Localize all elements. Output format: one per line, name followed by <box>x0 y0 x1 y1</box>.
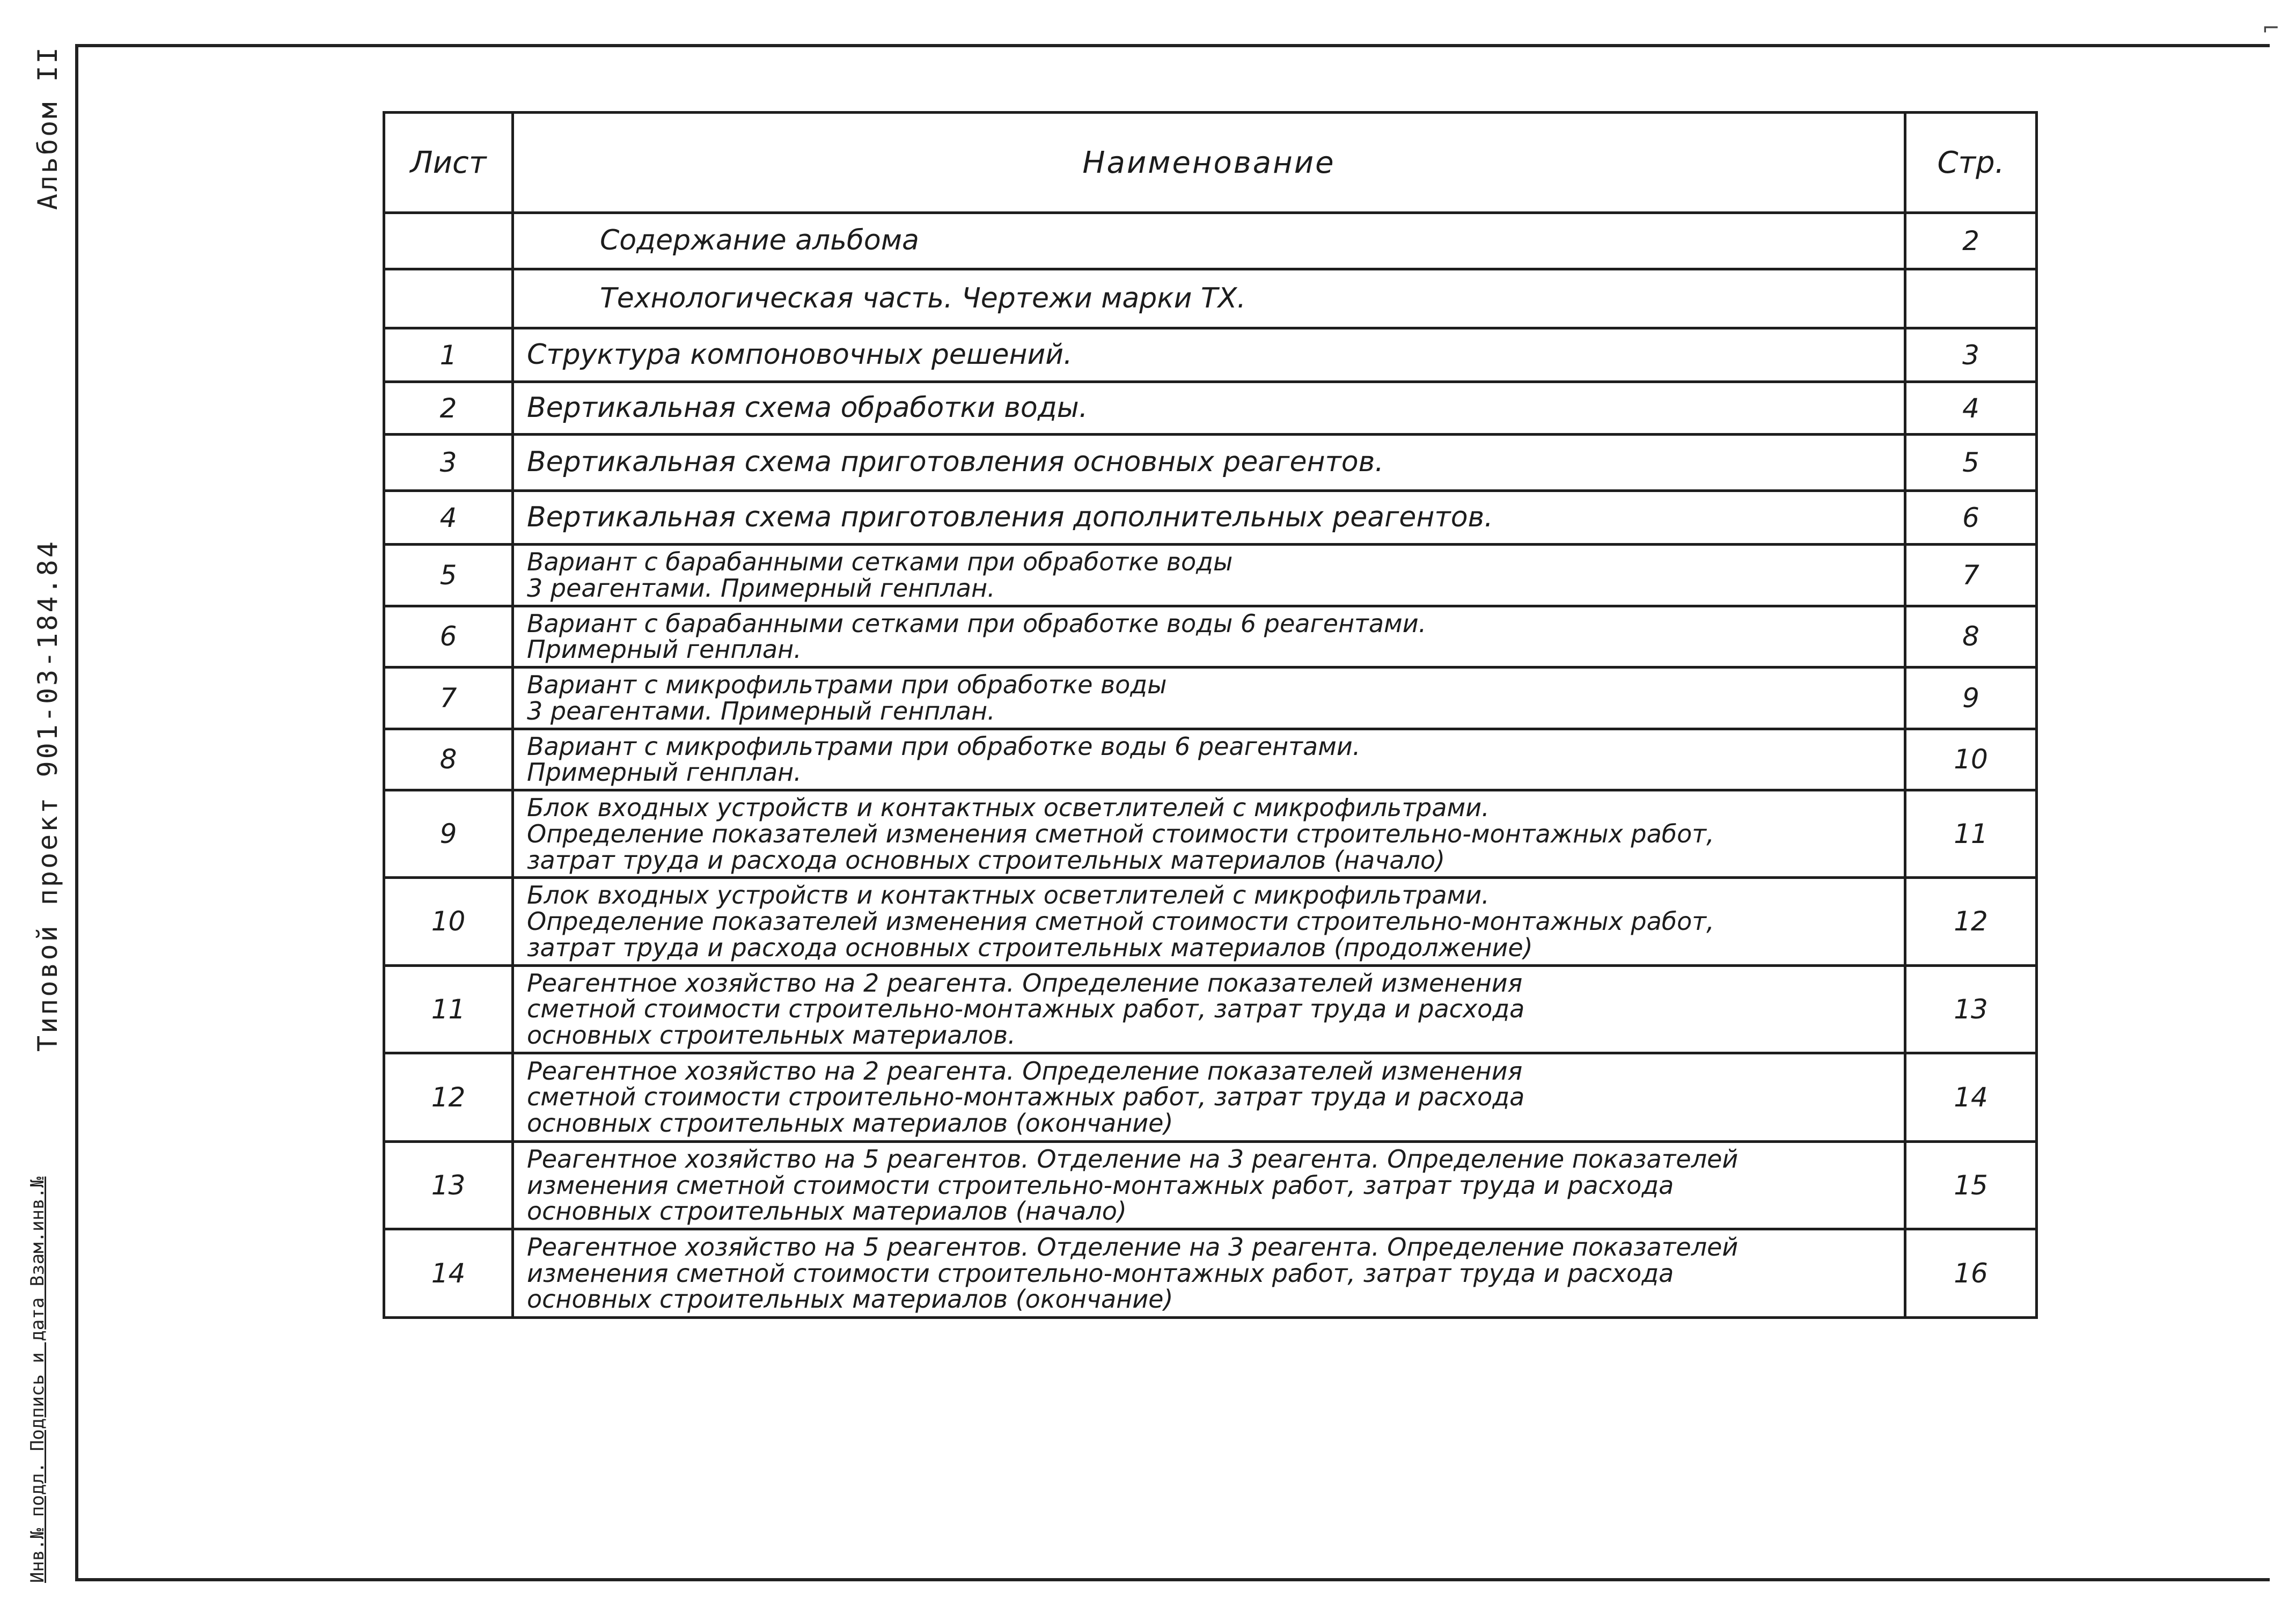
row-page-number: 5 <box>1905 435 2037 491</box>
corner-mark: ⌐ <box>2262 16 2280 41</box>
header-page: Стр. <box>1905 113 2037 213</box>
row-sheet-number: 6 <box>384 606 513 668</box>
row-page-number: 8 <box>1905 606 2037 668</box>
table-row <box>384 269 2037 328</box>
table-row <box>384 382 2037 435</box>
table-row <box>384 729 2037 790</box>
row-title-line: сметной стоимости строительно-монтажных работ, затрат труда и расхода <box>527 1082 1525 1112</box>
row-title <box>513 1141 1905 1229</box>
row-title-line: сметной стоимости строительно-монтажных работ, затрат труда и расхода <box>527 994 1525 1024</box>
row-title-line: Вариант с барабанными сетками при обработке воды <box>527 547 1233 576</box>
row-page-number: 3 <box>1905 328 2037 382</box>
table-row <box>384 668 2037 729</box>
table-row <box>384 213 2037 269</box>
row-title-line: Реагентное хозяйство на 5 реагентов. Отделение на 3 реагента. Определение показателей <box>527 1144 1738 1174</box>
row-sheet-number: 13 <box>384 1141 513 1229</box>
row-title-line: Блок входных устройств и контактных осветлителей с микрофильтрами. <box>527 881 1490 910</box>
row-page-number <box>1905 269 2037 328</box>
row-title-line: Вариант с микрофильтрами при обработке воды 6 реагентами. <box>527 731 1361 761</box>
row-title <box>513 382 1905 435</box>
row-title-line: Примерный генплан. <box>527 758 802 787</box>
row-sheet-number <box>384 213 513 269</box>
table-row <box>384 790 2037 878</box>
row-title-line: Примерный генплан. <box>527 635 802 664</box>
row-page-number: 14 <box>1905 1053 2037 1141</box>
table-row <box>384 328 2037 382</box>
row-title <box>513 878 1905 965</box>
row-title-line: затрат труда и расхода основных строительных материалов (продолжение) <box>527 933 1533 962</box>
header-name: Наименование <box>513 113 1905 213</box>
row-page-number: 7 <box>1905 545 2037 606</box>
row-sheet-number: 3 <box>384 435 513 491</box>
row-title-line: Структура компоновочных решений. <box>527 338 1073 371</box>
table-row <box>384 965 2037 1053</box>
row-title-line: основных строительных материалов (начало) <box>527 1197 1127 1226</box>
project-margin-label <box>32 45 63 1052</box>
row-title <box>513 729 1905 790</box>
row-title-line: Вертикальная схема приготовления дополнительных реагентов. <box>527 501 1493 533</box>
row-title <box>513 491 1905 545</box>
row-title-line: Вариант с микрофильтрами при обработке воды <box>527 670 1167 699</box>
row-sheet-number: 2 <box>384 382 513 435</box>
row-title-line: Реагентное хозяйство на 5 реагентов. Отделение на 3 реагента. Определение показателей <box>527 1232 1738 1262</box>
table-header-row <box>384 113 2037 213</box>
row-title <box>513 1229 1905 1318</box>
row-sheet-number: 1 <box>384 328 513 382</box>
row-title <box>513 606 1905 668</box>
approval-stamp-label: Инв.№ подл. Подпись и дата Взам.инв.№ <box>27 1176 48 1583</box>
row-sheet-number: 11 <box>384 965 513 1053</box>
row-title-line: Вертикальная схема приготовления основных реагентов. <box>527 446 1384 479</box>
row-sheet-number <box>384 269 513 328</box>
row-title-line: изменения сметной стоимости строительно-монтажных работ, затрат труда и расхода <box>527 1170 1674 1200</box>
table-row <box>384 545 2037 606</box>
row-page-number: 9 <box>1905 668 2037 729</box>
row-title-line: Технологическая часть. Чертежи марки ТХ. <box>600 282 1246 314</box>
row-title <box>513 269 1905 328</box>
row-title <box>513 328 1905 382</box>
row-title-line: Вариант с барабанными сетками при обработке воды 6 реагентами. <box>527 608 1427 638</box>
table-row <box>384 1053 2037 1141</box>
row-title <box>513 965 1905 1053</box>
row-sheet-number: 5 <box>384 545 513 606</box>
row-title <box>513 1053 1905 1141</box>
row-sheet-number: 8 <box>384 729 513 790</box>
row-title <box>513 213 1905 269</box>
row-page-number: 12 <box>1905 878 2037 965</box>
row-title-line: Определение показателей изменения сметной стоимости строительно-монтажных работ, <box>527 819 1714 848</box>
row-title-line: 3 реагентами. Примерный генплан. <box>527 573 995 603</box>
row-sheet-number: 12 <box>384 1053 513 1141</box>
row-title <box>513 435 1905 491</box>
row-title-line: изменения сметной стоимости строительно-монтажных работ, затрат труда и расхода <box>527 1258 1674 1288</box>
table-row <box>384 606 2037 668</box>
row-page-number: 6 <box>1905 491 2037 545</box>
row-title-line: 3 реагентами. Примерный генплан. <box>527 696 995 725</box>
row-page-number: 10 <box>1905 729 2037 790</box>
row-page-number: 16 <box>1905 1229 2037 1318</box>
row-title-line: основных строительных материалов (окончание) <box>527 1285 1173 1314</box>
row-sheet-number: 14 <box>384 1229 513 1318</box>
table-row <box>384 1229 2037 1318</box>
contents-table <box>383 111 2038 1319</box>
table-row <box>384 435 2037 491</box>
row-title-line: Реагентное хозяйство на 2 реагента. Определение показателей изменения <box>527 968 1523 998</box>
row-title-line: Блок входных устройств и контактных осветлителей с микрофильтрами. <box>527 793 1490 822</box>
table-row <box>384 1141 2037 1229</box>
row-page-number: 4 <box>1905 382 2037 435</box>
row-title-line: Вертикальная схема обработки воды. <box>527 391 1088 424</box>
row-title-line: Определение показателей изменения сметной стоимости строительно-монтажных работ, <box>527 907 1714 936</box>
row-page-number: 2 <box>1905 213 2037 269</box>
row-sheet-number: 4 <box>384 491 513 545</box>
row-title-line: Реагентное хозяйство на 2 реагента. Определение показателей изменения <box>527 1056 1523 1086</box>
row-page-number: 15 <box>1905 1141 2037 1229</box>
row-title <box>513 545 1905 606</box>
row-title-line: основных строительных материалов (окончание) <box>527 1109 1173 1138</box>
project-label: Типовой проект 901-03-184.84 <box>32 539 63 1052</box>
row-title <box>513 790 1905 878</box>
album-label: Альбом II <box>32 45 63 210</box>
row-title-line: затрат труда и расхода основных строительных материалов (начало) <box>527 845 1446 875</box>
row-page-number: 11 <box>1905 790 2037 878</box>
row-sheet-number: 9 <box>384 790 513 878</box>
table-row <box>384 878 2037 965</box>
row-sheet-number: 10 <box>384 878 513 965</box>
table-row <box>384 491 2037 545</box>
row-page-number: 13 <box>1905 965 2037 1053</box>
row-title-line: основных строительных материалов. <box>527 1021 1016 1050</box>
row-sheet-number: 7 <box>384 668 513 729</box>
header-sheet: Лист <box>384 113 513 213</box>
row-title <box>513 668 1905 729</box>
row-title-line: Содержание альбома <box>600 224 919 257</box>
